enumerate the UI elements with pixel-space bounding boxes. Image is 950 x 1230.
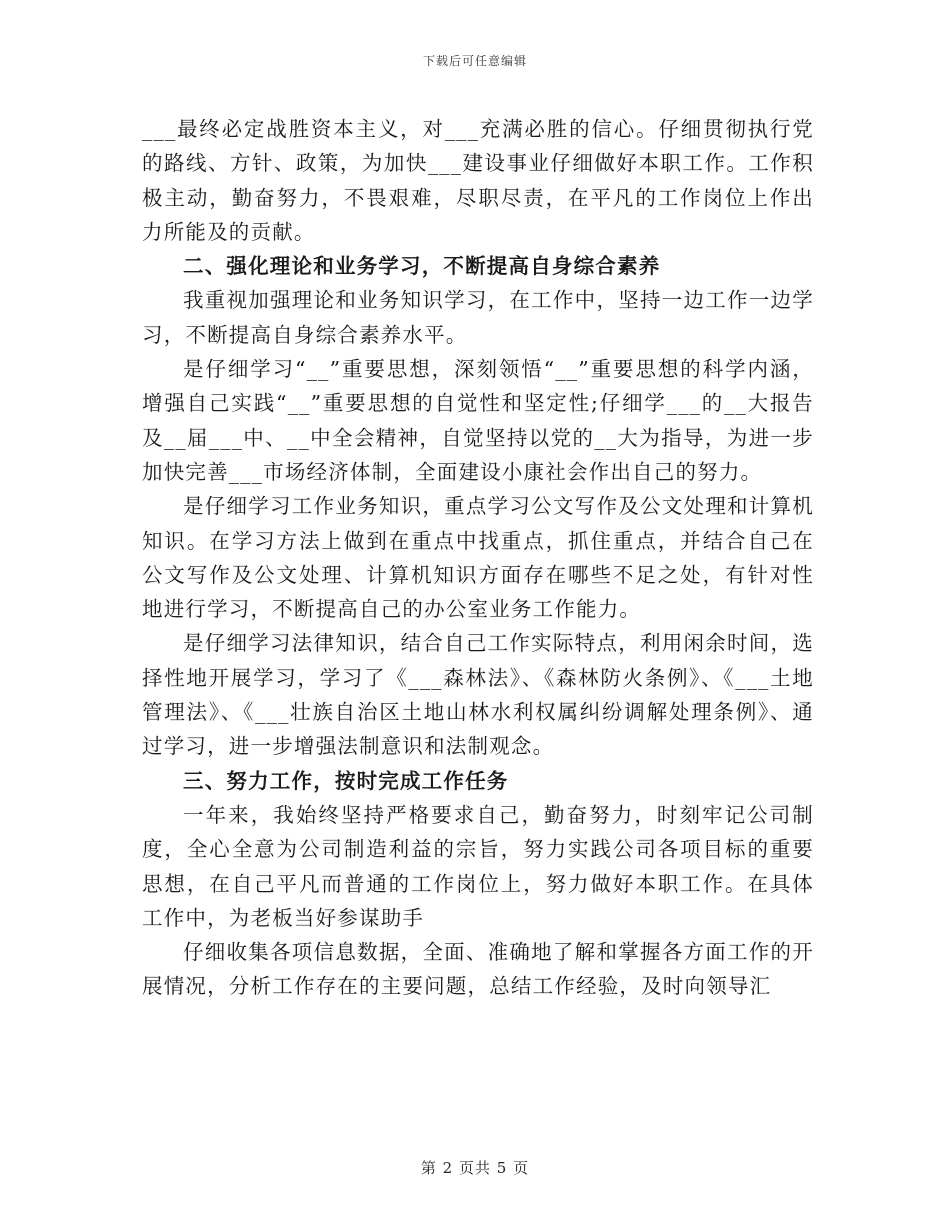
paragraph-4: 是仔细学习工作业务知识，重点学习公文写作及公文处理和计算机知识。在学习方法上做到在重点中找重点，抓住重点，并结合自己在公文写作及公文处理、计算机知识方面存在哪些不足之处，有针对性地进行学习，不断提高自己的办公室业务工作能力。 xyxy=(142,494,814,622)
paragraph-5: 是仔细学习法律知识，结合自己工作实际特点，利用闲余时间，选择性地开展学习，学习了《___森林法》、《森林防火条例》、《___土地管理法》、《___壮族自治区土地山林水利权属纠纷调解处理条例》、通过学习，进一步增强法制意识和法制观念。 xyxy=(142,631,814,759)
paragraph-2: 我重视加强理论和业务知识学习，在工作中，坚持一边工作一边学习，不断提高自身综合素养水平。 xyxy=(142,288,814,347)
document-body xyxy=(142,112,814,1004)
page-header: 下载后可任意编辑 xyxy=(422,54,527,68)
page-number: 第 2 页共 5 页 xyxy=(420,1159,530,1177)
section-heading-2: 二、强化理论和业务学习，不断提高自身综合素养 xyxy=(183,254,661,279)
paragraph-3: 是仔细学习“__”重要思想，深刻领悟“__”重要思想的科学内涵，增强自己实践“__”重要思想的自觉性和坚定性;仔细学___的__大报告及__届___中、__中全会精神，自觉坚持以党的__大为指导，为进一步加快完善___市场经济体制，全面建设小康社会作出自己的努力。 xyxy=(142,357,814,484)
paragraph-7: 仔细收集各项信息数据，全面、准确地了解和掌握各方面工作的开展情况，分析工作存在的主要问题，总结工作经验，及时向领导汇 xyxy=(142,940,814,999)
paragraph-1: ___最终必定战胜资本主义，对___充满必胜的信心。仔细贯彻执行党的路线、方针、政策，为加快___建设事业仔细做好本职工作。工作积极主动，勤奋努力，不畏艰难，尽职尽责，在平凡的工作岗位上作出力所能及的贡献。 xyxy=(142,117,814,244)
paragraph-6: 一年来，我始终坚持严格要求自己，勤奋努力，时刻牢记公司制度，全心全意为公司制造利益的宗旨，努力实践公司各项目标的重要思想，在自己平凡而普通的工作岗位上，努力做好本职工作。在具体工作中，为老板当好参谋助手 xyxy=(142,802,814,930)
section-heading-3: 三、努力工作，按时完成工作任务 xyxy=(183,768,509,793)
